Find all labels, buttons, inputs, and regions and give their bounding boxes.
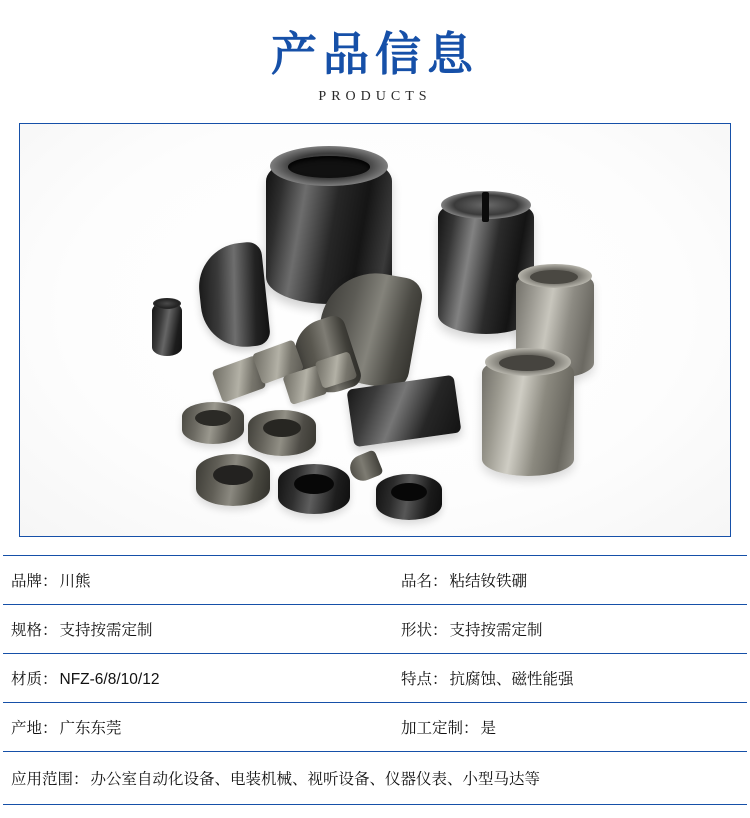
spec-cell-shape <box>387 604 747 653</box>
spec-label: 加工定制： <box>401 719 479 737</box>
spec-cell-specification <box>3 604 387 653</box>
grey-ring-2-icon <box>248 410 316 456</box>
table-row <box>3 653 747 702</box>
spec-label: 特点： <box>401 670 448 688</box>
spec-value: 粘结钕铁硼 <box>449 572 528 590</box>
spec-value: 是 <box>480 719 497 737</box>
spec-value: 支持按需定制 <box>59 621 153 639</box>
black-tube-small-icon <box>152 302 182 356</box>
spec-cell-material <box>3 653 387 702</box>
spec-value: 办公室自动化设备、电装机械、视听设备、仪器仪表、小型马达等 <box>90 770 541 788</box>
black-block-icon <box>346 375 461 447</box>
spec-label: 应用范围： <box>11 770 89 788</box>
spec-cell-custom-processing <box>387 702 747 751</box>
spec-label: 规格： <box>11 621 58 639</box>
black-ring-1-icon <box>278 464 350 514</box>
page-subtitle: PRODUCTS <box>318 88 432 104</box>
spec-label: 品牌： <box>11 572 58 590</box>
spec-cell-features <box>387 653 747 702</box>
product-spec-table <box>3 555 747 805</box>
black-arc-segment-icon <box>195 241 272 351</box>
spec-cell-application-scope <box>3 751 747 804</box>
spec-value: 抗腐蚀、磁性能强 <box>449 670 574 688</box>
table-row <box>3 555 747 604</box>
spec-label: 产地： <box>11 719 58 737</box>
page-header <box>0 0 750 105</box>
grey-cylinder-lower-icon <box>482 356 574 476</box>
product-photo <box>20 124 730 536</box>
spec-cell-product-name <box>387 555 747 604</box>
spec-cell-origin <box>3 702 387 751</box>
grey-ring-1-icon <box>182 402 244 444</box>
table-row <box>3 604 747 653</box>
spec-label: 材质： <box>11 670 58 688</box>
grey-ring-3-icon <box>196 454 270 506</box>
spec-value: 广东东莞 <box>59 719 122 737</box>
product-image-panel <box>19 123 731 537</box>
grey-arc-tiny-icon <box>346 449 384 484</box>
spec-label: 品名： <box>401 572 448 590</box>
black-ring-2-icon <box>376 474 442 520</box>
spec-value: NFZ-6/8/10/12 <box>59 670 160 688</box>
spec-value: 川熊 <box>59 572 91 590</box>
spec-value: 支持按需定制 <box>449 621 543 639</box>
table-row <box>3 702 747 751</box>
page-title: 产品信息 <box>271 28 479 80</box>
spec-label: 形状： <box>401 621 448 639</box>
spec-cell-brand <box>3 555 387 604</box>
table-row <box>3 751 747 804</box>
